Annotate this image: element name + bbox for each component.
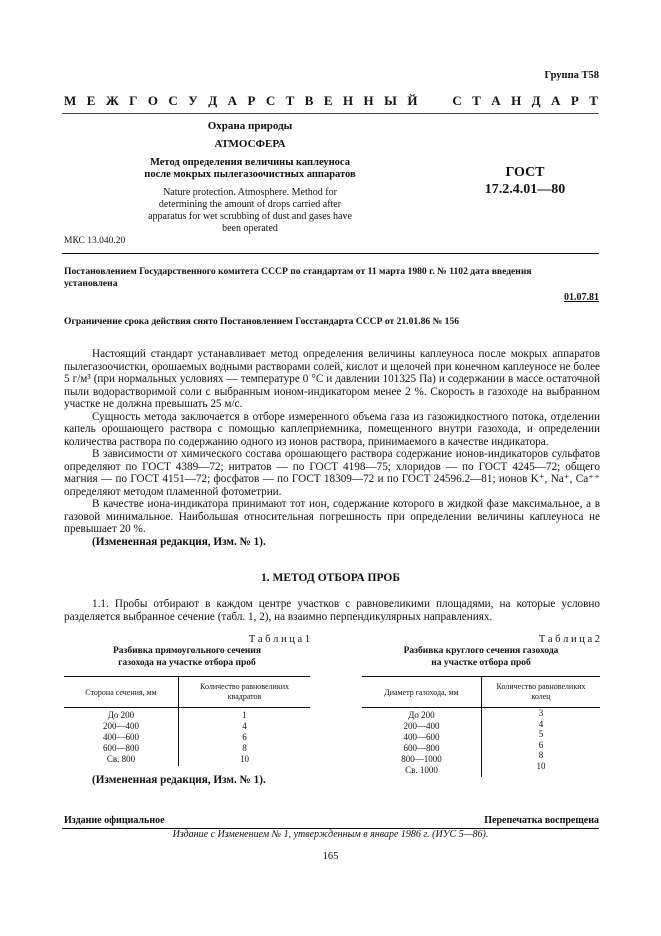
table-2-header-diameter: Диаметр газохода, мм [362,677,482,708]
table-2-diameter-cell: 400—600 [403,732,440,742]
header-band-letter: Ж [105,93,119,108]
table-1-count-cell: 8 [242,743,247,753]
table-2-header-count-line-1: Количество равновеликих [496,682,586,691]
header-band-letter: Н [363,93,374,108]
table-1-count-cell: 6 [242,732,247,742]
table-2-diameter-cell: 800—1000 [401,754,442,764]
table-1-header-count [179,677,311,708]
header-band-letter: А [551,93,561,108]
header-rule [62,113,599,114]
header-band-letter: Д [208,93,218,108]
table-1-side-cell: 200—400 [103,721,139,731]
mks-code: МКС 13.040.20 [64,236,126,246]
title-en-1: Nature protection. Atmosphere. Method for [163,187,337,198]
table-2-block [362,634,600,777]
table-1-header-count-line-1: Количество равновеликих [200,682,289,691]
table-1-title-1: Разбивка прямоугольного сечения [112,646,261,656]
table-2-diameter-cell: До 200 [408,710,435,720]
table-2-count-cell: 3 [538,708,544,718]
table-2-header-count [482,677,601,708]
table-1-title-2: газохода на участке отбора проб [118,657,256,668]
table-1-side-values [64,708,179,767]
body-text [64,348,600,548]
header-band-letter: Д [531,93,541,108]
title-en-3: apparatus for wet scrubbing of dust and gases have [148,211,352,222]
table-1-side-cell: 600—800 [103,743,139,753]
group-code: Группа Т58 [544,70,599,81]
table-1-header-count-line-2: квадратов [227,692,262,701]
title-line-1: Охрана природы [207,120,293,132]
decree-line-2: установлена [64,278,118,289]
title-rule [62,253,599,254]
table-1-count-cell: 10 [240,754,249,764]
header-band-letter: Е [86,93,96,108]
limitation-note: Ограничение срока действия снято Постановлением Госстандарта СССР от 21.01.86 № 156 [64,316,460,327]
introduction-date: 01.07.81 [564,292,599,303]
standard-header-band [64,93,598,109]
header-band-letter: Й [407,93,418,108]
header-band-letter: Р [570,93,579,108]
header-band-letter: Е [323,93,333,108]
title-line-4: после мокрых пылегазоочистных аппаратов [144,169,356,180]
header-band-letter: А [227,93,237,108]
table-1-block [64,634,310,766]
table-2-diameter-cell: 600—800 [403,743,440,753]
table-2 [362,676,600,777]
table-1-header-side: Сторона сечения, мм [64,677,179,708]
header-band-letter: С [168,93,178,108]
table-2-count-values [482,708,601,778]
page-number: 165 [322,851,339,862]
header-band-letter: У [188,93,198,108]
table-1-count-cell: 1 [242,710,247,720]
title-block [130,120,370,235]
paragraph-essence: Сущность метода заключается в отборе измеренного объема газа из газожидкостного потока, отделении капель орошающего раствора с помощью каплеприемника, помещенного внутри газохода, и определении количества раствора по содержанию одного из ионов раствора, принимаемого в качестве индикатора. [64,410,600,448]
table-1-label: Т а б л и ц а 1 [248,634,310,645]
header-band-letter: Т [472,93,481,108]
header-band-letter: Г [129,93,138,108]
header-band-letter: М [64,93,77,108]
table-2-count-cell: 10 [536,760,546,771]
clause-1-1: 1.1. Пробы отбирают в каждом центре участков с равновеликими площадями, на которые условно разделяется выбранное сечение (табл. 1, 2), на взаимно перпендикулярных направлениях. [64,598,600,623]
header-band-letter: Н [511,93,522,108]
gost-label: ГОСТ [505,165,545,180]
table-1 [64,676,310,766]
table-1-side-cell: 400—600 [103,732,139,742]
paragraph-indicator-ion: В качестве иона-индикатора принимают тот ион, содержание которого в жидкой фазе максимальное, а в газовой минимальное. Наибольшая относительная погрешность при определении величины каплеуноса не превышает 20 %. [64,498,600,535]
header-band-letter: С [265,93,276,108]
decree-line-1: Постановлением Государственного комитета СССР по стандартам от 11 марта 1980 г. № 1102 дата введения [64,266,532,277]
table-2-label: Т а б л и ц а 2 [538,634,600,645]
table-2-title-1: Разбивка круглого сечения газохода [403,646,559,656]
header-band-letter: Р [247,93,256,108]
gost-block [440,164,610,198]
table-2-diameter-cell: Св. 1000 [405,765,438,775]
header-band-letter: А [491,93,501,108]
amendment-note-2: (Измененная редакция, Изм. № 1). [92,774,266,786]
table-2-diameter-cell: 200—400 [403,721,440,731]
table-2-header-count-line-2: колец [531,692,551,701]
footer-edition-note: Издание с Изменением № 1, утвержденным в январе 1986 г. (ИУС 5—86). [172,829,489,840]
table-2-count-cell: 4 [538,718,544,729]
gost-number: 17.2.4.01—80 [484,182,566,197]
header-band-letter: Т [589,93,598,108]
paragraph-indicators: В зависимости от химического состава орошающего раствора содержание ионов-индикаторов сульфатов определяют по ГОСТ 4389—72; нитратов — по ГОСТ 4198—75; хлоридов — по ГОСТ 4245—72; общего магния — по ГОСТ 4151—72; фосфатов — по ГОСТ 18309—72 и по ГОСТ 24596.2—81; ионов K⁺, Na⁺, Ca⁺⁺ определяют методом пламенной фотометрии. [64,448,600,498]
table-1-side-cell: До 200 [107,710,135,720]
header-band-letter: В [304,93,314,108]
table-2-count-cell: 6 [538,739,544,750]
header-band-gap [428,93,442,109]
title-en-4: been operated [222,223,278,234]
header-band-letter: Ы [384,93,397,108]
header-band-letter: Н [342,93,354,108]
amendment-note-1: (Измененная редакция, Изм. № 1). [92,535,266,548]
paragraph-scope: Настоящий стандарт устанавливает метод определения величины каплеуноса после мокрых аппаратов пылегазоочистки, орошаемых водными растворами солей, кислот и щелочей при конечном каплеуносе не более 5 г/м³ (при нормальных условиях — температуре 0 °С и давлении 101325 Па) и содержании в массе остаточной пыли водорастворимой соли с выбранным ионом-индикатором менее 2 %. Скорость в газоходе на выбранном участке не должна превышать 25 м/с. [64,348,600,410]
table-2-count-cell: 8 [538,750,544,760]
footer-reprint-prohibited: Перепечатка воспрещена [484,815,599,826]
table-1-side-cell: Св. 800 [106,754,136,764]
header-band-letter: Т [285,93,295,108]
table-1-count-cell: 4 [242,721,247,731]
title-line-3: Метод определения величины каплеуноса [150,157,350,168]
header-band-letter: С [452,93,462,108]
title-line-2: АТМОСФЕРА [214,138,286,150]
table-2-title-2: на участке отбора проб [431,657,531,668]
table-2-diameter-values [362,708,482,778]
table-2-count-cell: 5 [538,729,544,739]
table-1-count-values [179,708,311,767]
title-en-2: determining the amount of drops carried after [158,199,342,210]
header-band-letter: О [147,93,158,108]
footer-official-edition: Издание официальное [64,815,165,826]
section-heading: 1. МЕТОД ОТБОРА ПРОБ [261,572,400,584]
